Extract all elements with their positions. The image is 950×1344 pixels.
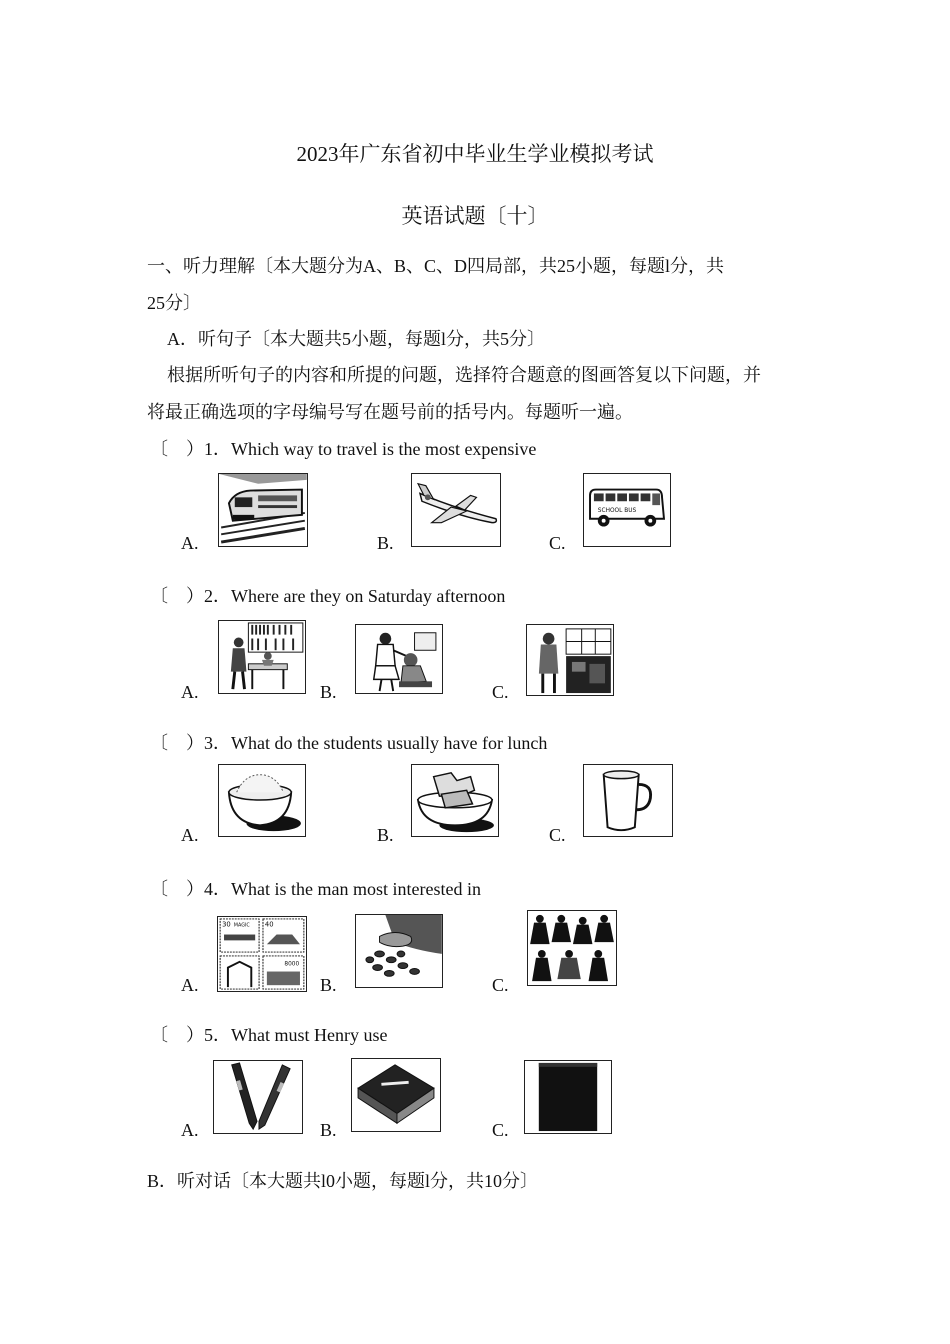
pens-icon[interactable] xyxy=(213,1060,303,1134)
q5-option-c-label: C. xyxy=(492,1120,509,1140)
stamp-label-4: 8000 xyxy=(284,961,300,968)
q2-option-a-label: A. xyxy=(181,682,199,702)
stamps-icon[interactable] xyxy=(217,916,307,992)
stamp-label-1: 30 xyxy=(222,920,231,929)
question-1: 〔 ）1．Which way to travel is the most expensive xyxy=(150,439,537,459)
shop-counter-icon[interactable] xyxy=(526,624,614,696)
dictionary-icon[interactable] xyxy=(351,1058,441,1132)
section-heading: 一、听力理解〔本大题分为A、B、C、D四局部，共25小题，每题l分，共 xyxy=(147,256,725,276)
airplane-icon[interactable] xyxy=(411,473,501,547)
bus-sign-text: SCHOOL BUS xyxy=(597,507,637,514)
q5-option-b-label: B. xyxy=(320,1120,337,1140)
dolls-icon[interactable] xyxy=(527,910,617,986)
question-4: 〔 ）4．What is the man most interested in xyxy=(150,879,481,899)
q3-option-b-label: B. xyxy=(377,825,394,845)
q4-option-c-label: C. xyxy=(492,975,509,995)
library-icon[interactable] xyxy=(218,620,306,694)
q1-option-c-label: C. xyxy=(549,533,566,553)
rice-bowl-icon[interactable] xyxy=(218,764,306,837)
school-bus-icon[interactable] xyxy=(583,473,671,547)
section-heading-cont: 25分〕 xyxy=(147,293,201,313)
part-b-heading: B．听对话〔本大题共l0小题，每题l分，共10分〕 xyxy=(147,1171,539,1191)
bread-plate-icon[interactable] xyxy=(411,764,499,837)
hairdresser-icon[interactable] xyxy=(355,624,443,694)
q5-option-a-label: A. xyxy=(181,1120,199,1140)
q1-option-b-label: B. xyxy=(377,533,394,553)
q3-option-c-label: C. xyxy=(549,825,566,845)
stamp-label-2: MAGIC xyxy=(233,922,250,929)
q4-option-b-label: B. xyxy=(320,975,337,995)
question-3: 〔 ）3．What do the students usually have for lunch xyxy=(150,733,548,753)
q2-option-c-label: C. xyxy=(492,682,509,702)
coins-icon[interactable] xyxy=(355,914,443,988)
q1-option-a-label: A. xyxy=(181,533,199,553)
train-icon[interactable] xyxy=(218,473,308,547)
instructions-cont: 将最正确选项的字母编号写在题号前的括号内。每题听一遍。 xyxy=(147,402,633,422)
instructions: 根据所听句子的内容和所提的问题，选择符合题意的图画答复以下问题，并 xyxy=(167,365,761,385)
milk-mug-icon[interactable] xyxy=(583,764,673,837)
q4-option-a-label: A. xyxy=(181,975,199,995)
stamp-label-3: 40 xyxy=(264,920,274,929)
page-title: 2023年广东省初中毕业生学业模拟考试 xyxy=(296,142,654,166)
q3-option-a-label: A. xyxy=(181,825,199,845)
part-a-heading: A．听句子〔本大题共5小题，每题l分，共5分〕 xyxy=(167,329,545,349)
page-subtitle: 英语试题〔十〕 xyxy=(401,204,549,228)
q2-option-b-label: B. xyxy=(320,682,337,702)
question-5: 〔 ）5．What must Henry use xyxy=(150,1025,388,1045)
blackboard-icon[interactable] xyxy=(524,1060,612,1134)
question-2: 〔 ）2．Where are they on Saturday afternoon xyxy=(150,586,506,606)
